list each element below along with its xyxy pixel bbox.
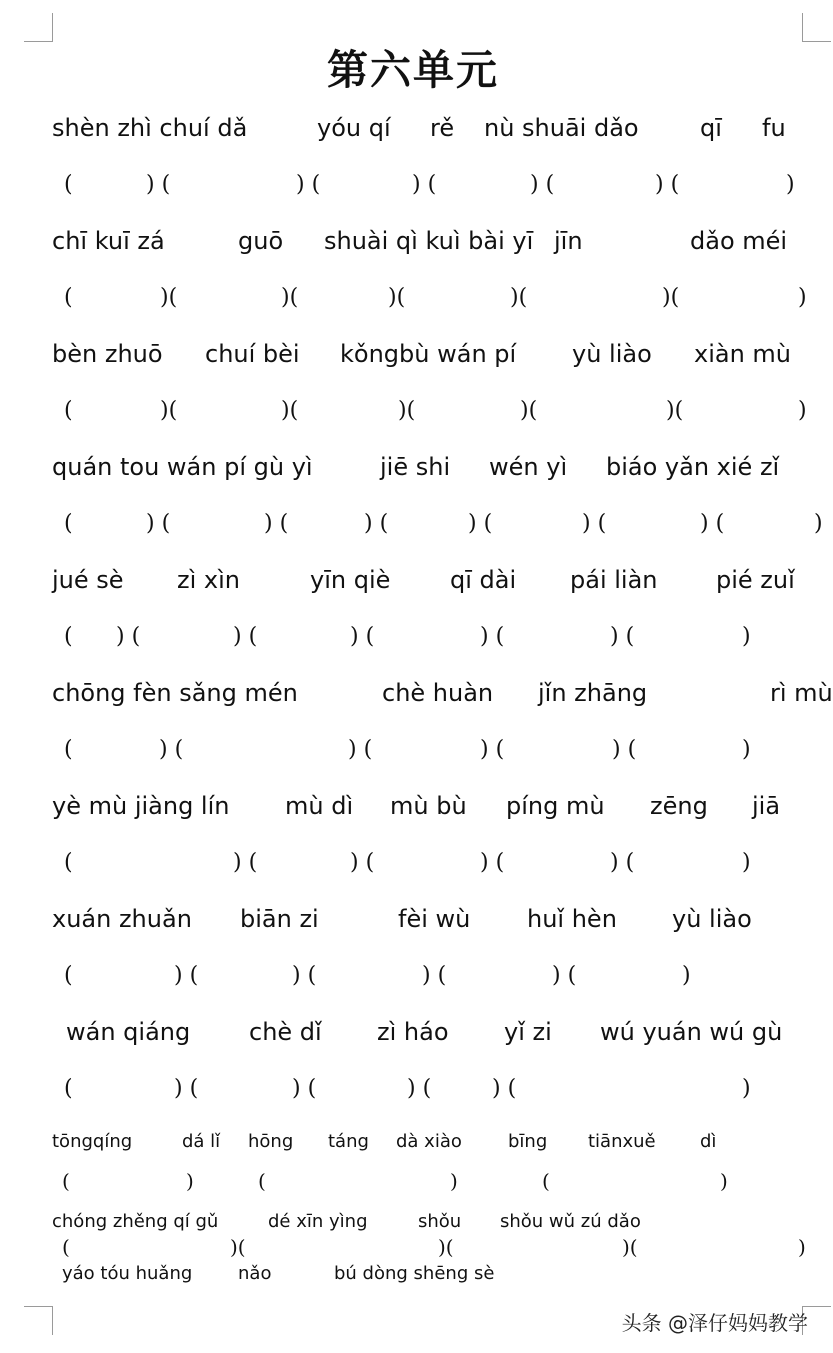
answer-blank[interactable]: ) (742, 850, 751, 875)
watermark: 头条 @泽仔妈妈教学 (621, 1311, 808, 1335)
pinyin-row (52, 1125, 812, 1157)
pinyin-row (52, 334, 812, 374)
pinyin-word: zì xìn (177, 566, 240, 594)
pinyin-word: yīn qiè (310, 566, 391, 594)
answer-blank[interactable]: )( (160, 285, 178, 310)
answer-blank[interactable]: ) ( (174, 1076, 199, 1101)
answer-bracket-row (52, 826, 812, 899)
pinyin-word: yè mù jiàng lín (52, 792, 230, 820)
pinyin-word: pái liàn (570, 566, 658, 594)
answer-bracket-row (52, 1157, 812, 1205)
pinyin-word: biáo yǎn xié zǐ (606, 453, 780, 481)
pinyin-word: guō (238, 227, 284, 255)
pinyin-word: qī dài (450, 566, 517, 594)
answer-blank[interactable]: ) ( (480, 850, 505, 875)
pinyin-word: chóng zhěng qí gǔ (52, 1210, 219, 1232)
answer-blank[interactable]: )( (281, 398, 299, 423)
answer-blank[interactable]: ( (258, 1169, 266, 1193)
crop-mark-bottom-left (24, 1306, 53, 1335)
answer-blank[interactable]: )( (281, 285, 299, 310)
pinyin-word: wán qiáng (66, 1018, 191, 1046)
pinyin-word: chè huàn (382, 679, 494, 707)
answer-blank[interactable]: ) ( (700, 511, 725, 536)
pinyin-word: nù shuāi dǎo (484, 114, 639, 142)
answer-bracket-row (52, 148, 812, 221)
pinyin-word: fèi wù (398, 905, 471, 933)
answer-blank[interactable]: )( (662, 285, 680, 310)
answer-blank[interactable]: )( (438, 1235, 454, 1259)
pinyin-row (52, 673, 833, 713)
answer-blank[interactable]: ) ( (350, 850, 375, 875)
answer-blank[interactable]: ) ( (480, 737, 505, 762)
answer-blank[interactable]: ) ( (582, 511, 607, 536)
answer-blank[interactable]: )( (230, 1235, 246, 1259)
answer-blank[interactable]: ) ( (422, 963, 447, 988)
answer-blank[interactable]: ( (64, 850, 73, 875)
answer-blank[interactable]: ) ( (610, 624, 635, 649)
answer-bracket-row (52, 374, 812, 447)
pinyin-row (52, 1205, 812, 1237)
answer-blank[interactable]: ) ( (174, 963, 199, 988)
answer-blank[interactable]: )( (388, 285, 406, 310)
answer-blank[interactable]: ) (798, 285, 807, 310)
answer-blank[interactable]: ( (64, 172, 73, 197)
pinyin-word: shuài qì kuì bài yī (324, 227, 534, 255)
answer-blank[interactable]: ) (682, 963, 691, 988)
pinyin-word: tōngqíng (52, 1130, 133, 1152)
answer-bracket-row (52, 600, 812, 673)
answer-blank[interactable]: ( (64, 624, 73, 649)
pinyin-word: wén yì (489, 453, 568, 481)
answer-blank[interactable]: ) ( (492, 1076, 517, 1101)
pinyin-word: píng mù (506, 792, 605, 820)
pinyin-word: yáo tóu huǎng (62, 1262, 193, 1284)
pinyin-row (52, 786, 812, 826)
pinyin-word: wú yuán wú gù (600, 1018, 783, 1046)
answer-blank[interactable]: ) ( (159, 737, 184, 762)
pinyin-word: jiā (752, 792, 781, 820)
answer-bracket-row (52, 261, 812, 334)
pinyin-row (52, 899, 812, 939)
pinyin-row (52, 221, 812, 261)
answer-blank[interactable]: ) ( (233, 850, 258, 875)
answer-blank[interactable]: ) ( (146, 172, 171, 197)
pinyin-word: chuí bèi (205, 340, 300, 368)
answer-blank[interactable]: ) ( (412, 172, 437, 197)
answer-blank[interactable]: ) ( (264, 511, 289, 536)
answer-blank[interactable]: ( (62, 1235, 70, 1259)
answer-blank[interactable]: ) ( (350, 624, 375, 649)
answer-blank[interactable]: ) (786, 172, 795, 197)
answer-blank[interactable]: ( (64, 1076, 73, 1101)
pinyin-word: zì háo (377, 1018, 449, 1046)
pinyin-word: quán tou wán pí gù yì (52, 453, 313, 481)
answer-blank[interactable]: ) (186, 1169, 194, 1193)
answer-blank[interactable]: ) ( (552, 963, 577, 988)
answer-blank[interactable]: )( (622, 1235, 638, 1259)
pinyin-word: hōng (248, 1130, 294, 1152)
pinyin-row (52, 1012, 812, 1052)
pinyin-word: xuán zhuǎn (52, 905, 192, 933)
pinyin-word: dá lǐ (182, 1130, 221, 1152)
pinyin-word: biān zi (240, 905, 319, 933)
answer-blank[interactable]: ) (720, 1169, 728, 1193)
answer-blank[interactable]: ) ( (612, 737, 637, 762)
pinyin-word: shǒu (418, 1210, 462, 1232)
answer-blank[interactable]: )( (398, 398, 416, 423)
answer-blank[interactable]: )( (510, 285, 528, 310)
pinyin-word: chī kuī zá (52, 227, 165, 255)
answer-blank[interactable]: ( (64, 398, 73, 423)
pinyin-word: dé xīn yìng (268, 1210, 368, 1232)
answer-blank[interactable]: ) (742, 624, 751, 649)
pinyin-word: kǒngbù wán pí (340, 340, 517, 368)
pinyin-word: dì (700, 1130, 717, 1152)
pinyin-word: bú dòng shēng sè (334, 1262, 495, 1284)
answer-blank[interactable]: ( (542, 1169, 550, 1193)
answer-blank[interactable]: ) ( (296, 172, 321, 197)
answer-bracket-row (52, 939, 812, 1012)
answer-blank[interactable]: ) ( (468, 511, 493, 536)
pinyin-word: qī (700, 114, 722, 142)
answer-blank[interactable]: ) ( (233, 624, 258, 649)
answer-blank[interactable]: ) (798, 1235, 806, 1259)
answer-blank[interactable]: ) ( (610, 850, 635, 875)
crop-mark-top-right (802, 13, 831, 42)
worksheet-rows (52, 108, 833, 1289)
pinyin-word: pié zuǐ (716, 566, 795, 594)
pinyin-word: yóu qí (317, 114, 391, 142)
answer-blank[interactable]: ) ( (655, 172, 680, 197)
pinyin-word: yù liào (572, 340, 652, 368)
answer-blank[interactable]: ) ( (292, 963, 317, 988)
pinyin-word: shèn zhì chuí dǎ (52, 114, 248, 142)
pinyin-word: bīng (508, 1130, 548, 1152)
answer-blank[interactable]: ) (742, 1076, 751, 1101)
answer-blank[interactable]: ( (64, 285, 73, 310)
pinyin-word: dà xiào (396, 1130, 462, 1152)
answer-blank[interactable]: ( (62, 1169, 70, 1193)
pinyin-word: yù liào (672, 905, 752, 933)
answer-blank[interactable]: ) ( (480, 624, 505, 649)
answer-bracket-row (52, 713, 812, 786)
pinyin-word: mù bù (390, 792, 467, 820)
pinyin-word: nǎo (238, 1262, 272, 1284)
pinyin-word: táng (328, 1130, 369, 1152)
answer-blank[interactable]: ) ( (530, 172, 555, 197)
answer-blank[interactable]: ) (798, 398, 807, 423)
pinyin-word: xiàn mù (694, 340, 792, 368)
pinyin-word: shǒu wǔ zú dǎo (500, 1210, 641, 1232)
pinyin-row (52, 1257, 812, 1289)
answer-blank[interactable]: ) ( (348, 737, 373, 762)
answer-blank[interactable]: ) ( (146, 511, 171, 536)
pinyin-word: jīn (554, 227, 583, 255)
answer-blank[interactable]: )( (160, 398, 178, 423)
answer-bracket-row (52, 487, 823, 560)
answer-blank[interactable]: ( (64, 963, 73, 988)
pinyin-word: tiānxuě (588, 1130, 656, 1152)
answer-blank[interactable]: ) ( (292, 1076, 317, 1101)
pinyin-word: yǐ zi (504, 1018, 552, 1046)
answer-blank[interactable]: ) (742, 737, 751, 762)
pinyin-row (52, 447, 812, 487)
pinyin-word: zēng (650, 792, 708, 820)
answer-blank[interactable]: ) (814, 511, 823, 536)
crop-mark-top-left (24, 13, 53, 42)
pinyin-word: huǐ hèn (527, 905, 617, 933)
answer-blank[interactable]: )( (666, 398, 684, 423)
answer-blank[interactable]: ) ( (407, 1076, 432, 1101)
answer-blank[interactable]: ( (64, 511, 73, 536)
pinyin-word: rě (430, 114, 455, 142)
pinyin-word: bèn zhuō (52, 340, 163, 368)
pinyin-word: jiē shi (380, 453, 451, 481)
answer-blank[interactable]: ) ( (364, 511, 389, 536)
pinyin-word: chè dǐ (249, 1018, 322, 1046)
pinyin-word: chōng fèn sǎng mén (52, 679, 298, 707)
answer-blank[interactable]: ) ( (116, 624, 141, 649)
answer-blank[interactable]: )( (520, 398, 538, 423)
pinyin-word: mù dì (285, 792, 354, 820)
answer-bracket-row (52, 1237, 812, 1257)
pinyin-word: jǐn zhāng (538, 679, 648, 707)
pinyin-word: jué sè (52, 566, 124, 594)
answer-blank[interactable]: ) (450, 1169, 458, 1193)
answer-bracket-row (52, 1052, 812, 1125)
answer-blank[interactable]: ( (64, 737, 73, 762)
page-title: 第六单元 (327, 46, 499, 94)
pinyin-row (52, 560, 812, 600)
pinyin-word: fu (762, 114, 786, 142)
pinyin-row (52, 108, 812, 148)
pinyin-word: rì mù (770, 679, 833, 707)
pinyin-word: dǎo méi (690, 227, 788, 255)
